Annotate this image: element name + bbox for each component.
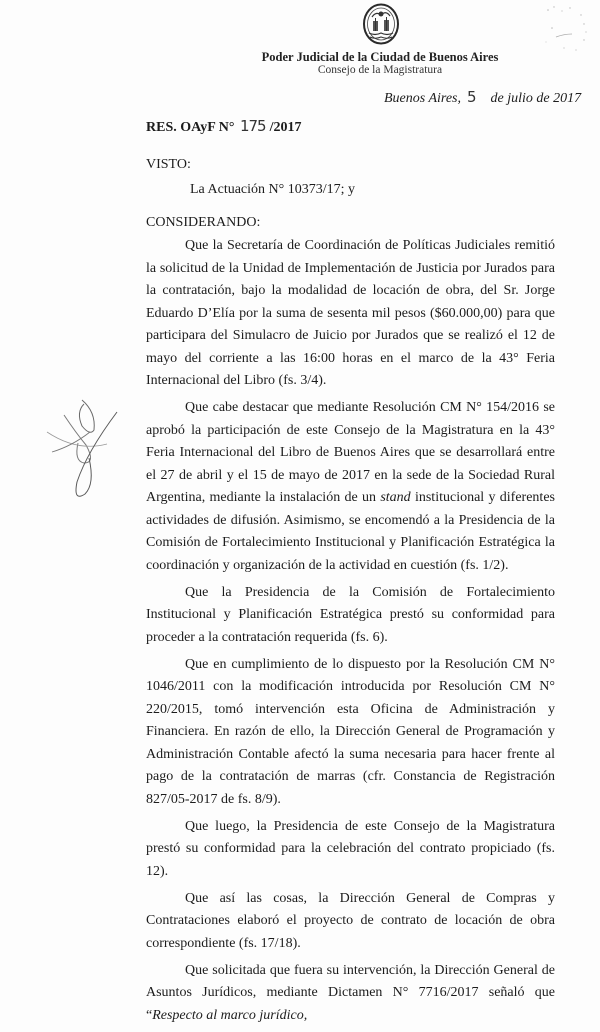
paragraph: Que en cumplimiento de lo dispuesto por la Resolución CM N° 1046/2011 con la modificación introducida por Resolución CM N° 220/2015, tomó intervención esta Oficina de Administración y Financiera. En razón de ello, la Dirección General de Programación y Administración Contable afectó la suma necesaria para hacer frente al pago de la contratación de marras (cfr. Constancia de Registración 827/05-2017 de fs. 8/9). (146, 656, 555, 807)
signature-icon (22, 390, 132, 500)
paragraph: Que así las cosas, la Dirección General de Compras y Contrataciones elaboró el proyecto de contrato de locación de obra correspondiente (fs. 17/18). (146, 890, 555, 951)
institution-name: Poder Judicial de la Ciudad de Buenos Aires (261, 50, 499, 64)
resolution-year: /2017 (269, 120, 302, 135)
considerando-heading: CONSIDERANDO: (146, 215, 261, 230)
resolution-number-handwritten: 175 (239, 117, 266, 135)
coat-of-arms-icon (362, 3, 400, 45)
date-month-year: de julio de 2017 (490, 91, 582, 106)
paragraph-text: Que solicitada que fuera su intervención, la Dirección General de Asuntos Jurídicos, mediante Dictamen N° 7716/2017 señaló que “ (146, 962, 555, 1023)
paragraph (146, 397, 555, 577)
resolution-number (146, 117, 301, 136)
date-place: Buenos Aires, (384, 91, 461, 106)
paragraph: Que luego, la Presidencia de este Consejo de la Magistratura prestó su conformidad para la celebración del contrato propiciado (fs. 12). (146, 818, 555, 879)
council-name: Consejo de la Magistratura (317, 64, 443, 76)
paragraph: Que la Presidencia de la Comisión de Fortalecimiento Institucional y Planificación Estratégica prestó su conformidad para proceder a la contratación requerida (fs. 6). (146, 584, 555, 645)
date-line (384, 88, 581, 107)
date-day-handwritten: 5 (467, 88, 477, 106)
faint-stamp-icon (540, 2, 600, 62)
considerando-body (146, 235, 555, 1032)
paragraph (146, 960, 555, 1028)
paragraph-text: Que cabe destacar que mediante Resolución CM N° 154/2016 se aprobó la participación de este Consejo de la Magistratura en la 43° Feria Internacional del Libro de Buenos Aires que se desarrollará entre el 27 de abril y el 15 de mayo de 2017 en la sede de la Sociedad Rural Argentina, mediante la instalación de un (146, 400, 555, 505)
paragraph: Que la Secretaría de Coordinación de Políticas Judiciales remitió la solicitud de la Unidad de Implementación de Justicia por Jurados para la contratación, bajo la modalidad de locación de obra, del Sr. Jorge Eduardo D’Elía por la suma de sesenta mil pesos ($60.000,00) para que participara del Simulacro de Juicio por Jurados que se realizó el 12 de mayo del corriente a las 16:00 horas en el marco de la 43° Feria Internacional del Libro (fs. 3/4). (146, 238, 555, 388)
resolution-prefix: RES. OAyF N° (146, 120, 235, 135)
paragraph-italic: stand (380, 490, 411, 505)
paragraph-text: institucional y diferentes actividades de difusión. Asimismo, se encomendó a la Presidencia de la Comisión de Fortalecimiento Institucional y Planificación Estratégica la coordinación y organización de la actividad en cuestión (fs. 1/2). (146, 490, 555, 573)
visto-heading: VISTO: (146, 157, 191, 172)
visto-text: La Actuación N° 10373/17; y (190, 182, 356, 197)
paragraph-italic: Respecto al marco jurídico, (152, 1007, 308, 1023)
